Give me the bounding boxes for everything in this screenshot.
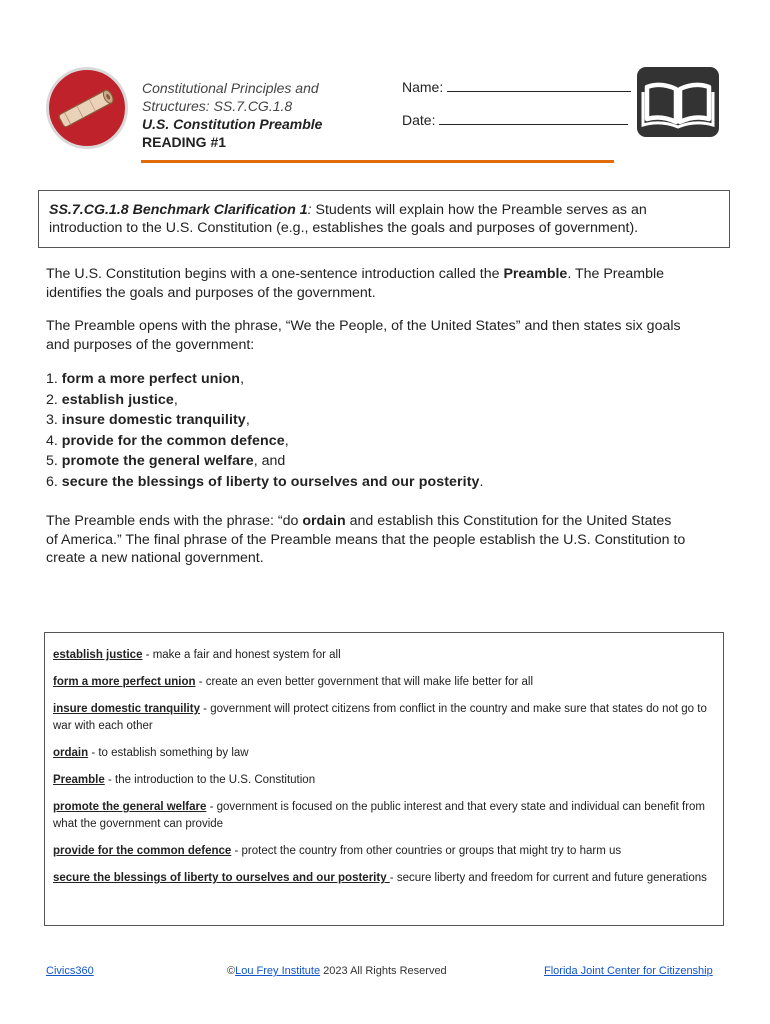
goal-text: secure the blessings of liberty to ourselves and our posterity <box>61 473 480 490</box>
worksheet-subtitle: U.S. Constitution Preamble <box>142 116 323 132</box>
vocabulary-box <box>44 632 724 926</box>
name-line[interactable] <box>447 79 631 92</box>
list-item <box>46 472 483 493</box>
footer-left <box>46 965 94 977</box>
goal-punct: , <box>173 391 178 408</box>
vocab-definition: - create an even better government that will make life better for all <box>195 676 533 688</box>
vocab-entry <box>53 870 715 887</box>
name-label: Name: <box>402 79 444 95</box>
goal-number: 3. <box>46 412 62 428</box>
vocab-term: establish justice <box>53 649 143 661</box>
goal-number: 5. <box>46 453 62 469</box>
goal-text: promote the general welfare <box>61 453 254 469</box>
footer-right <box>544 965 713 977</box>
goal-punct: , and <box>253 453 286 469</box>
vocab-term: ordain <box>53 747 89 759</box>
intro-text: The U.S. Constitution begins with a one-sentence introduction called the <box>46 266 504 282</box>
opening-phrase-paragraph: The Preamble opens with the phrase, “We the People, of the United States” and then states six goals and purposes of the government: <box>46 318 681 353</box>
list-item <box>46 451 483 472</box>
vocab-entry <box>53 745 715 762</box>
vocab-term: Preamble <box>53 774 105 786</box>
title-line-2: Structures: SS.7.CG.1.8 <box>142 98 293 114</box>
vocab-entry <box>53 799 715 833</box>
benchmark-colon: : <box>307 202 312 218</box>
fjcc-link[interactable]: Florida Joint Center for Citizenship <box>544 965 713 977</box>
scroll-logo <box>46 67 128 149</box>
vocab-entry <box>53 772 715 789</box>
title-line-1: Constitutional Principles and <box>142 80 319 96</box>
vocab-definition: - government is focused on the public interest and that every state and individual can benefit from what the government can provide <box>53 801 705 830</box>
goal-punct: , <box>245 412 250 428</box>
goal-text: insure domestic tranquility <box>61 412 246 428</box>
closing-paragraph <box>46 512 686 568</box>
worksheet-title <box>142 79 372 151</box>
date-line[interactable] <box>439 112 628 125</box>
intro-text-end: . The Preamble identifies the goals and purposes of the government. <box>46 266 665 301</box>
goal-punct: . <box>479 473 484 490</box>
ordain-term: ordain <box>302 513 346 529</box>
footer-copyright <box>227 965 447 977</box>
civics360-link[interactable]: Civics360 <box>46 965 94 977</box>
goal-text: form a more perfect union <box>61 371 241 387</box>
open-book-badge <box>637 67 719 137</box>
benchmark-code: SS.7.CG.1.8 Benchmark Clarification 1 <box>49 202 308 218</box>
vocab-term: secure the blessings of liberty to ourselves and our posterity <box>53 872 390 884</box>
rights-text: 2023 All Rights Reserved <box>320 965 447 977</box>
vocab-term: insure domestic tranquility <box>53 703 200 715</box>
vocab-definition: - secure liberty and freedom for current and future generations <box>389 872 707 884</box>
preamble-goals-list <box>46 369 483 492</box>
name-field[interactable] <box>402 79 631 95</box>
date-label: Date: <box>402 112 436 128</box>
goal-number: 1. <box>46 371 62 387</box>
vocab-term: promote the general welfare <box>53 801 207 813</box>
closing-text-end: and establish this Constitution for the United States of America.” The final phrase of the Preamble means that the people establish the U.S. Constitution to create a new national government. <box>46 513 686 566</box>
date-field[interactable] <box>402 112 628 128</box>
vocab-definition: - to establish something by law <box>88 747 249 759</box>
vocab-definition: - make a fair and honest system for all <box>142 649 341 661</box>
list-item <box>46 410 483 431</box>
goal-number: 4. <box>46 432 62 449</box>
title-divider <box>141 160 614 163</box>
closing-text: The Preamble ends with the phrase: “do <box>46 513 303 529</box>
goal-number: 6. <box>46 473 62 490</box>
benchmark-text: Students will explain how the Preamble serves as an introduction to the U.S. Constitution (e.g., establishes the goals and purposes of government). <box>49 202 647 236</box>
vocab-entry <box>53 701 715 735</box>
vocab-definition: - government will protect citizens from conflict in the country and make sure that states do not go to war with each other <box>53 703 707 732</box>
list-item <box>46 431 483 452</box>
open-book-icon <box>637 67 719 137</box>
goal-text: provide for the common defence <box>61 432 285 449</box>
goal-number: 2. <box>46 391 62 408</box>
vocab-entry <box>53 674 715 691</box>
scroll-icon <box>49 70 125 146</box>
vocab-entry <box>53 843 715 860</box>
preamble-term: Preamble <box>503 266 568 282</box>
copyright-symbol: © <box>227 965 236 977</box>
goal-punct: , <box>284 432 289 449</box>
reading-number: READING #1 <box>142 134 227 150</box>
goal-punct: , <box>240 371 245 387</box>
goal-text: establish justice <box>61 391 174 408</box>
list-item <box>46 369 483 390</box>
lou-frey-institute-link[interactable]: Lou Frey Institute <box>235 965 321 977</box>
intro-paragraph <box>46 265 696 302</box>
vocab-definition: - the introduction to the U.S. Constitution <box>104 774 316 786</box>
vocab-entry <box>53 647 715 664</box>
vocab-term: form a more perfect union <box>53 676 196 688</box>
list-item <box>46 390 483 411</box>
benchmark-clarification-box <box>38 190 730 248</box>
vocab-term: provide for the common defence <box>53 845 232 857</box>
vocab-definition: - protect the country from other countries or groups that might try to harm us <box>231 845 622 857</box>
